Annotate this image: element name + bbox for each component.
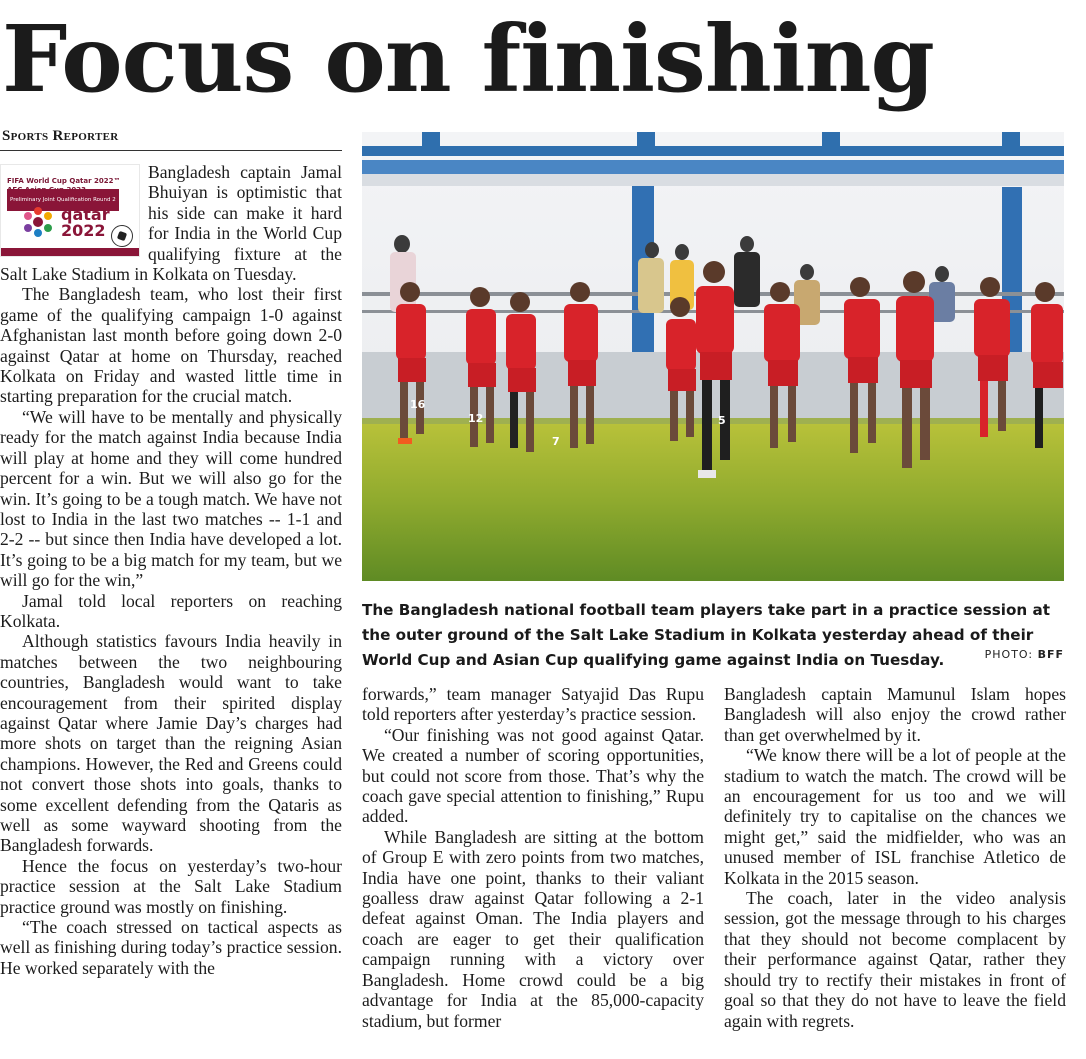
paragraph: The Bangladesh team, who lost their first game of the qualifying campaign 1-0 against Afghanistan last month before going down 2-0 against Qatar at home on Thursday, reached Kolkata on Friday and wasted little time in starting preparation for the crucial match. <box>0 284 342 407</box>
jersey-number: 16 <box>410 398 426 411</box>
logo-line-3: Preliminary Joint Qualification Round 2 <box>7 189 119 211</box>
article-column-1 <box>0 162 342 978</box>
article-column-2 <box>362 684 704 1031</box>
paragraph: “The coach stressed on tactical aspects as well as finishing during today’s practice session. He worked separately with the <box>0 917 342 978</box>
team-practice-photo <box>362 132 1064 581</box>
paragraph: Bangladesh captain Mamunul Islam hopes Bangladesh will also enjoy the crowd rather than get overwhelmed by it. <box>724 684 1066 745</box>
paragraph: The coach, later in the video analysis session, got the message through to his charges that they should not become complacent by their performance against Qatar, rather they should try to rectify their mistakes in front of goal so that they do not have to leave the field again with regrets. <box>724 888 1066 1031</box>
paragraph: Although statistics favours India heavily in matches between the two neighbouring countries, Bangladesh would want to take encouragement from their spirited display against Qatar where Jamie Day’s charges had more shots on target than the reigning Asian champions. However, the Red and Greens could not convert those shots into goals, thanks to some excellent defending from the Qataris as well as some wayward shooting from the Bangladesh forwards. <box>0 631 342 856</box>
fifa-qualifier-logo <box>0 164 140 257</box>
logo-bar <box>1 248 139 256</box>
logo-line-1: FIFA World Cup Qatar 2022™ <box>7 177 121 185</box>
football-icon <box>111 225 133 247</box>
paragraph: “We know there will be a lot of people at the stadium to watch the match. The crowd will be an encouragement for us too and we will definitely try to capitalise on the chances we might get,” said the midfielder, who was an unused member of ISL franchise Atletico de Kolkata in the 2015 season. <box>724 745 1066 888</box>
photo-caption: The Bangladesh national football team players take part in a practice session at the outer ground of the Salt Lake Stadium in Kolkata yesterday ahead of their World Cup and Asian Cup qualifying game against India on Tuesday. <box>362 601 1051 669</box>
jersey-number: 12 <box>468 412 484 425</box>
paragraph: While Bangladesh are sitting at the bottom of Group E with zero points from two matches, India have one point, thanks to their valiant goalless draw against Qatar following a 2-1 defeat against Oman. The India players and coach are eager to get their qualification campaign running with a victory over Bangladesh. Home crowd could be a big advantage for India at the 85,000-capacity stadium, but former <box>362 826 704 1031</box>
headline: Focus on finishing <box>2 5 934 113</box>
jersey-number: 5 <box>718 414 726 427</box>
photo-credit: PHOTO: BFF <box>984 648 1064 661</box>
byline: Sports Reporter <box>2 128 119 144</box>
jersey-number: 7 <box>552 435 560 448</box>
paragraph: Jamal told local reporters on reaching Kolkata. <box>0 590 342 631</box>
paragraph: Hence the focus on yesterday’s two-hour practice session at the Salt Lake Stadium practice ground was mostly on finishing. <box>0 855 342 917</box>
qatar-emblem-icon <box>21 205 55 239</box>
practice-photo-illustration <box>362 132 1064 581</box>
logo-wordmark: qatar 2022 <box>61 205 110 240</box>
paragraph: forwards,” team manager Satyajid Das Rupu told reporters after yesterday’s practice session. <box>362 684 704 725</box>
paragraph: Bangladesh captain Jamal Bhuiyan is optimistic that his side can make it hard for India in the World Cup qualifying fixture at the Salt Lake Stadium in Kolkata on Tuesday. <box>0 162 342 285</box>
paragraph: “Our finishing was not good against Qatar. We created a number of scoring opportunities, but could not score from those. That’s why the coach gave special attention to finishing,” Rupu added. <box>362 724 704 827</box>
article-column-3 <box>724 684 1066 1031</box>
byline-rule <box>0 150 342 151</box>
paragraph: “We will have to be mentally and physically ready for the match against India because India will play at home and they will come hundred percent for a win. But we will also go for the win. It’s going to be a tough match. We have not lost to India in the last two matches -- 1-1 and 2-2 -- but since then India have developed a lot. It’s going to be a big match for my team, but we will go for the win,” <box>0 406 342 591</box>
